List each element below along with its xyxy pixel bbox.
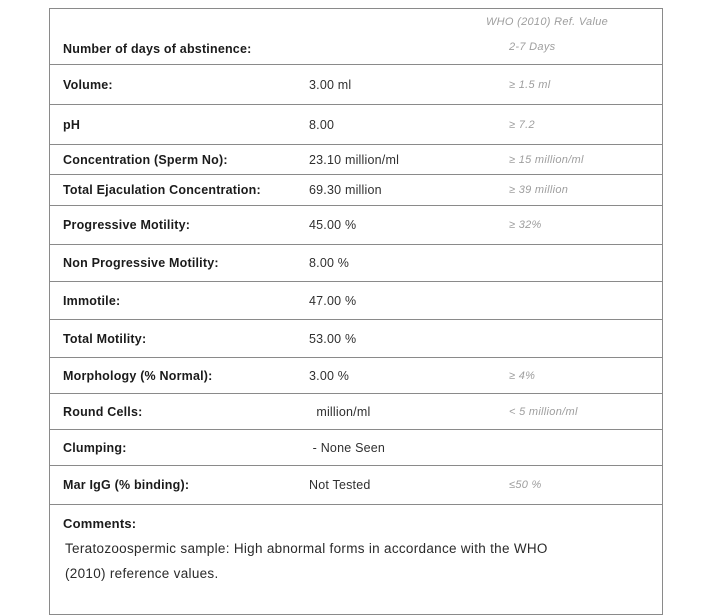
row-label: Volume: bbox=[63, 77, 113, 92]
table-row bbox=[50, 357, 662, 393]
row-value: 8.00 % bbox=[309, 256, 350, 270]
semen-analysis-table bbox=[49, 8, 663, 615]
row-label: Morphology (% Normal): bbox=[63, 368, 213, 383]
row-reference-value: ≥ 15 million/ml bbox=[509, 153, 584, 166]
who-reference-column-header: WHO (2010) Ref. Value bbox=[486, 16, 609, 28]
row-value: 3.00 ml bbox=[309, 77, 352, 92]
row-reference-value: ≤50 % bbox=[509, 479, 542, 491]
row-reference-value: ≥ 32% bbox=[509, 219, 542, 231]
table-row bbox=[50, 244, 662, 281]
comments-section bbox=[50, 504, 662, 614]
row-reference-value: ≥ 1.5 ml bbox=[509, 78, 551, 91]
table-row bbox=[50, 281, 662, 319]
row-label: Immotile: bbox=[63, 293, 121, 308]
row-value: 69.30 million bbox=[309, 183, 382, 197]
row-label: Mar IgG (% binding): bbox=[63, 478, 190, 492]
row-label: Concentration (Sperm No): bbox=[63, 152, 228, 167]
row-label: Total Motility: bbox=[63, 331, 147, 346]
row-label: Non Progressive Motility: bbox=[63, 256, 219, 270]
row-reference-value: ≥ 7.2 bbox=[509, 118, 535, 131]
row-label: Number of days of abstinence: bbox=[63, 42, 252, 56]
row-value: 45.00 % bbox=[309, 218, 357, 232]
row-reference-value: ≥ 39 million bbox=[509, 184, 569, 196]
table-row bbox=[50, 319, 662, 357]
table-row bbox=[50, 465, 662, 504]
table-row bbox=[50, 104, 662, 144]
table-row bbox=[50, 144, 662, 174]
row-value: - None Seen bbox=[309, 440, 386, 455]
row-label: Total Ejaculation Concentration: bbox=[63, 183, 261, 197]
comments-text-line-1: Teratozoospermic sample: High abnormal forms in accordance with the WHO bbox=[65, 541, 548, 556]
row-reference-value: 2-7 Days bbox=[509, 41, 556, 53]
table-row bbox=[50, 64, 662, 104]
comments-label: Comments: bbox=[63, 516, 137, 531]
row-value: 53.00 % bbox=[309, 331, 357, 346]
table-row bbox=[50, 205, 662, 244]
table-row bbox=[50, 174, 662, 205]
row-value: 23.10 million/ml bbox=[309, 152, 400, 167]
row-reference-value: ≥ 4% bbox=[509, 369, 536, 382]
row-value: 47.00 % bbox=[309, 293, 357, 308]
comments-text-line-2: (2010) reference values. bbox=[65, 566, 219, 581]
row-label: pH bbox=[63, 117, 81, 132]
row-value: 8.00 bbox=[309, 117, 335, 132]
table-row bbox=[50, 393, 662, 429]
row-label: Round Cells: bbox=[63, 404, 143, 419]
table-row bbox=[50, 429, 662, 465]
row-label: Progressive Motility: bbox=[63, 218, 191, 232]
row-value: 3.00 % bbox=[309, 368, 350, 383]
row-value: Not Tested bbox=[309, 478, 371, 492]
table-row-abstinence bbox=[50, 9, 662, 64]
row-value: million/ml bbox=[309, 404, 371, 419]
row-reference-value: < 5 million/ml bbox=[509, 405, 578, 418]
row-label: Clumping: bbox=[63, 440, 127, 455]
